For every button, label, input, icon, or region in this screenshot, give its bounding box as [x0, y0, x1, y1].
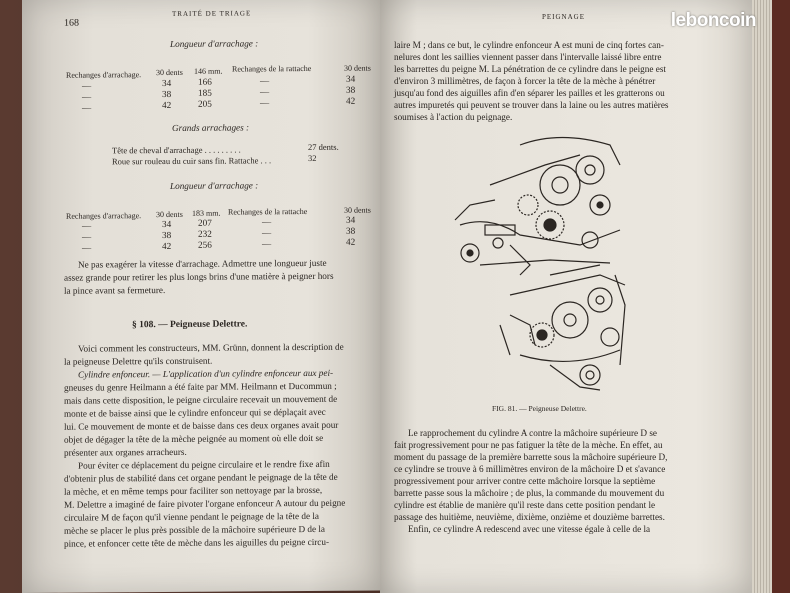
table-cell: 42 [346, 95, 356, 106]
table-2-header-5: 30 dents [344, 205, 371, 215]
book-cover-edge [772, 0, 790, 593]
text-line: Voici comment les constructeurs, MM. Grünn, donnent la description de [78, 341, 344, 354]
table-1-header-3: 146 mm. [194, 66, 223, 76]
leboncoin-watermark: leboncoin [670, 10, 756, 31]
table-cell: — [260, 75, 270, 86]
text-line: passage des huitième, neuvième, dixième, onzième et douzième barrettes. [394, 512, 665, 522]
text-line: moment du passage de la première barrette sous la mâchoire supérieure D, [394, 452, 668, 462]
table-row: — [82, 102, 92, 113]
table-cell: 34 [162, 77, 172, 89]
table-cell: 232 [198, 228, 212, 239]
section-heading-3: Longueur d'arrachage : [170, 180, 259, 191]
page-number: 168 [64, 17, 79, 29]
running-head-right: PEIGNAGE [542, 13, 585, 21]
text-line: jusqu'au fond des aiguilles afin d'en séparer les pailles et les gratterons ou [394, 88, 665, 98]
text-line: barrette passe sous la mâchoire ; de plus, la commande du mouvement du [394, 488, 665, 498]
figure-caption: FIG. 81. — Peigneuse Delettre. [492, 404, 587, 413]
table-cell: 34 [162, 218, 172, 230]
table-row: — [82, 231, 92, 242]
text-line: les barrettes du peigne M. La pénétration de ce cylindre dans le peigne est [394, 64, 666, 74]
text-line: nelures dont les saillies viennent passer dans l'intervalle laissé libre entre [394, 52, 662, 62]
table-cell: 42 [162, 99, 172, 111]
text-line: soumises à l'action du peignage. [394, 112, 513, 122]
text-line: ce cylindre se trouve à 6 millimètres environ de la mâchoire D et s'avance [394, 464, 666, 474]
text-line: la mèche, et en même temps pour faciliter son nettoyage par la brosse, [64, 484, 323, 497]
table-cell: 205 [198, 98, 212, 109]
table-2-header-4: Rechanges de la rattache [228, 207, 308, 217]
text-line: d'environ 3 millimètres, de façon à forcer la tête de la mèche à pénétrer [394, 76, 656, 86]
table-2-header-1: Rechanges d'arrachage. [66, 211, 142, 221]
text-line: Enfin, ce cylindre A redescend avec une vitesse égale à celle de la [408, 524, 651, 534]
text-line: lui. Ce mouvement de monte et de baisse dans ces deux organes avait pour [64, 419, 339, 432]
table-cell: 42 [162, 240, 172, 252]
text-line: mais dans cette disposition, le peigne circulaire recevait un mouvement de [64, 393, 338, 406]
table-cell: 256 [198, 239, 212, 250]
table-cell: — [262, 227, 272, 238]
text-line: laire M ; dans ce but, le cylindre enfonceur A est muni de cinq fortes can- [394, 40, 664, 50]
right-page [380, 0, 752, 593]
table-cell: 38 [346, 225, 356, 236]
table-cell: 38 [162, 88, 172, 100]
roue-line: Roue sur rouleau du cuir sans fin. Rattache . . . [112, 155, 272, 167]
table-1-header-4: Rechanges de la rattache [232, 63, 312, 74]
text-line: autres impuretés qui peuvent se trouver dans la laine ou les autres matières [394, 100, 669, 110]
table-1-header-5: 30 dents [344, 63, 371, 73]
table-cell: — [262, 216, 272, 227]
cheval-line: Tête de cheval d'arrachage . . . . . . . . . [112, 144, 241, 156]
table-cell: 185 [198, 87, 212, 98]
text-line: la peigneuse Delettre qu'ils construisent. [64, 355, 213, 367]
text-line: Pour éviter ce déplacement du peigne circulaire et le rendre fixe afin [78, 458, 330, 471]
text-line: Ne pas exagérer la vitesse d'arrachage. Admettre une longueur juste [78, 257, 327, 270]
table-row: — [82, 242, 92, 253]
section-heading-1: Longueur d'arrachage : [170, 38, 259, 49]
text-line: la pince avant sa fermeture. [64, 284, 166, 296]
table-cell: 207 [198, 217, 212, 228]
table-cell: 166 [198, 76, 212, 87]
table-cell: 38 [162, 229, 172, 241]
text-line: progressivement pour arriver contre cette mâchoire lorsque la septième [394, 476, 656, 486]
text-line: mèche se placer le plus près possible de la mâchoire supérieure D de la [64, 523, 325, 536]
table-2-header-2: 30 dents [156, 209, 183, 220]
text-line: Le rapprochement du cylindre A contre la mâchoire supérieure D se [408, 428, 657, 438]
table-2-header-3: 183 mm. [192, 208, 221, 218]
left-page [22, 0, 380, 593]
table-row: — [82, 80, 92, 91]
section-title-108: § 108. — Peigneuse Delettre. [132, 319, 248, 331]
text-line: d'obtenir plus de stabilité dans cet organe pendant le peignage de la tête de [64, 471, 338, 484]
table-cell: 34 [346, 73, 356, 84]
table-cell: 42 [346, 236, 356, 247]
running-head-left: TRAITÉ DE TRIAGE [172, 9, 252, 18]
cheval-value: 27 dents. [308, 141, 339, 153]
peigneuse-delettre-figure [450, 125, 650, 395]
table-row: — [82, 91, 92, 102]
table-cell: — [260, 86, 270, 97]
text-line: fait progressivement pour ne pas fatiguer la tête de la mèche. En effet, au [394, 440, 663, 450]
table-1-header-2: 30 dents [156, 67, 183, 78]
text-line: objet de dégager la tête de la mèche peignée au moment où elle doit se [64, 432, 324, 445]
text-line: cylindre est établie de manière qu'il reste dans cette position pendant le [394, 500, 656, 510]
text-line: Cylindre enfonceur. — L'application d'un cylindre enfonceur aux pei- [78, 367, 334, 380]
table-row: — [82, 220, 92, 231]
page-edges [752, 0, 772, 593]
table-cell: 38 [346, 84, 356, 95]
text-line: circulaire M de façon qu'il vienne pendant le peignage de la tête de la [64, 510, 319, 523]
table-1-header-1: Rechanges d'arrachage. [66, 70, 142, 80]
text-line: monte et de baisse ainsi que le cylindre enfonceur qui se déplaçait avec [64, 406, 326, 419]
table-cell: — [260, 97, 270, 108]
text-line: présenter aux organes arracheurs. [64, 446, 187, 458]
section-heading-2: Grands arrachages : [172, 122, 250, 133]
table-cell: — [262, 238, 272, 249]
text-line: pince, et enfoncer cette tête de mèche dans les aiguilles du peigne circu- [64, 536, 330, 549]
text-line: M. Delettre a imaginé de faire pivoter l'organe enfonceur A autour du peigne [64, 497, 346, 510]
text-line: assez grande pour retirer les plus longs brins d'une matière à peigner hors [64, 270, 334, 283]
text-line: gneuses du genre Heilmann a été faite par MM. Heilmann et Ducommun ; [64, 380, 337, 393]
roue-value: 32 [308, 152, 317, 164]
table-cell: 34 [346, 214, 356, 225]
